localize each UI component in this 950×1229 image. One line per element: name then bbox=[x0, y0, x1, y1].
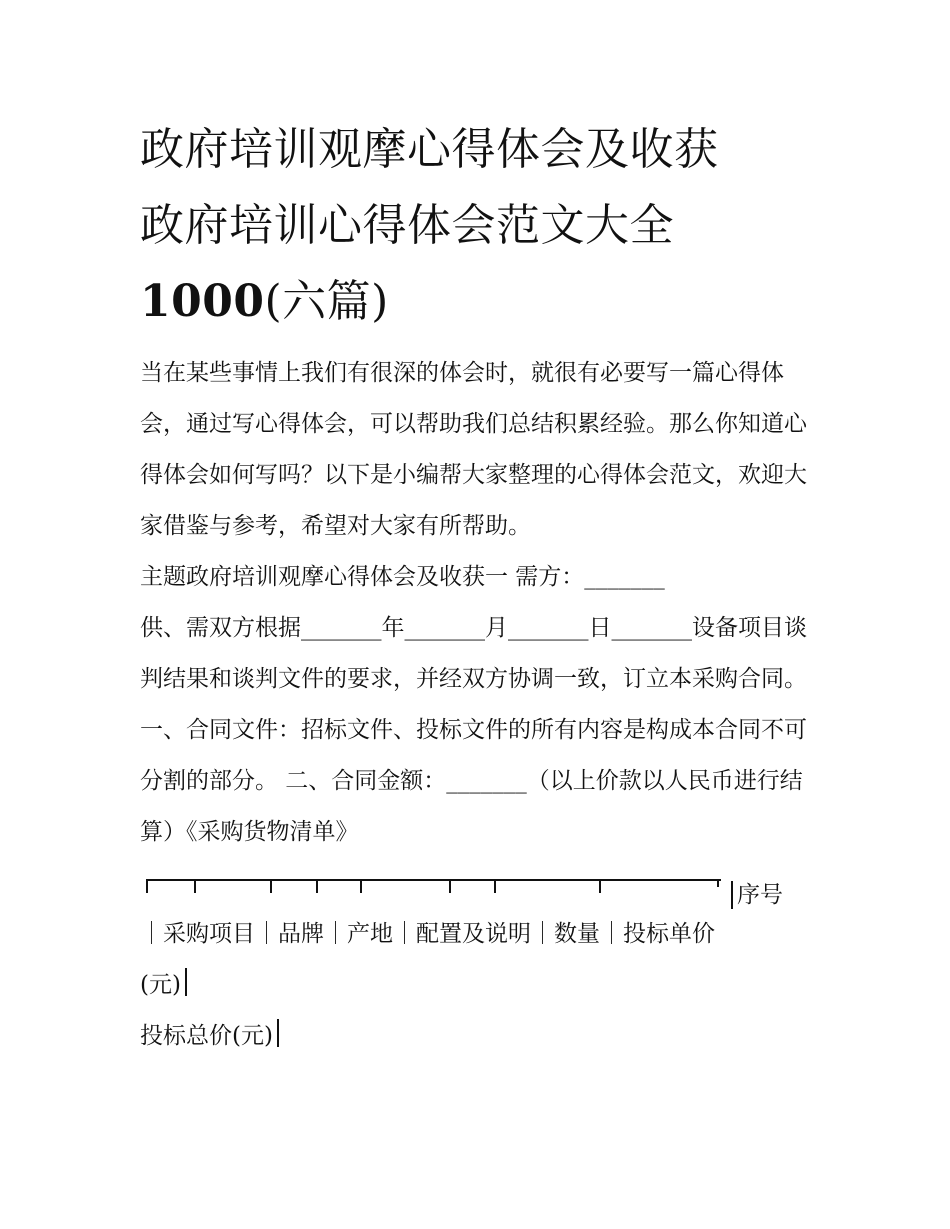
topic-paragraph: 主题政府培训观摩心得体会及收获一 需方：_______ bbox=[140, 564, 665, 590]
table-divider bbox=[277, 1019, 279, 1047]
table-divider bbox=[185, 968, 187, 996]
title-suffix: (六篇) bbox=[264, 276, 389, 327]
table-top-border bbox=[146, 873, 721, 899]
agreement-paragraph: 供、需双方根据_______年_______月_______日_______设备项目谈判结果和谈判文件的要求，并经双方协调一致，订立本采购合同。 bbox=[140, 615, 807, 692]
unit-price-unit: (元) bbox=[140, 972, 181, 998]
title-line-3 bbox=[140, 264, 820, 340]
table-header-index: 序号 bbox=[737, 882, 783, 908]
table-divider bbox=[731, 881, 733, 909]
document-page bbox=[140, 112, 820, 1062]
intro-paragraph: 当在某些事情上我们有很深的体会时，就很有必要写一篇心得体会，通过写心得体会，可以帮助我们总结积累经验。那么你知道心得体会如何写吗？以下是小编帮大家整理的心得体会范文，欢迎大家借鉴与参考，希望对大家有所帮助。 bbox=[140, 360, 807, 539]
clause-paragraph: 一、合同文件：招标文件、投标文件的所有内容是构成本合同不可分割的部分。 二、合同金额：_______（以上价款以人民币进行结算）《采购货物清单》 bbox=[140, 717, 807, 845]
total-price-label: 投标总价(元) bbox=[140, 1023, 273, 1049]
title-number: 1000 bbox=[140, 276, 265, 327]
table-header-row: ｜采购项目｜品牌｜产地｜配置及说明｜数量｜投标单价 bbox=[140, 921, 715, 947]
title-line-1: 政府培训观摩心得体会及收获 bbox=[140, 124, 719, 175]
table-top-border-row bbox=[140, 858, 820, 909]
title-line-2: 政府培训心得体会范文大全 bbox=[140, 200, 674, 251]
table-unit-price-row bbox=[140, 960, 820, 1011]
table-total-price-row bbox=[140, 1011, 820, 1062]
document-title bbox=[140, 112, 820, 340]
